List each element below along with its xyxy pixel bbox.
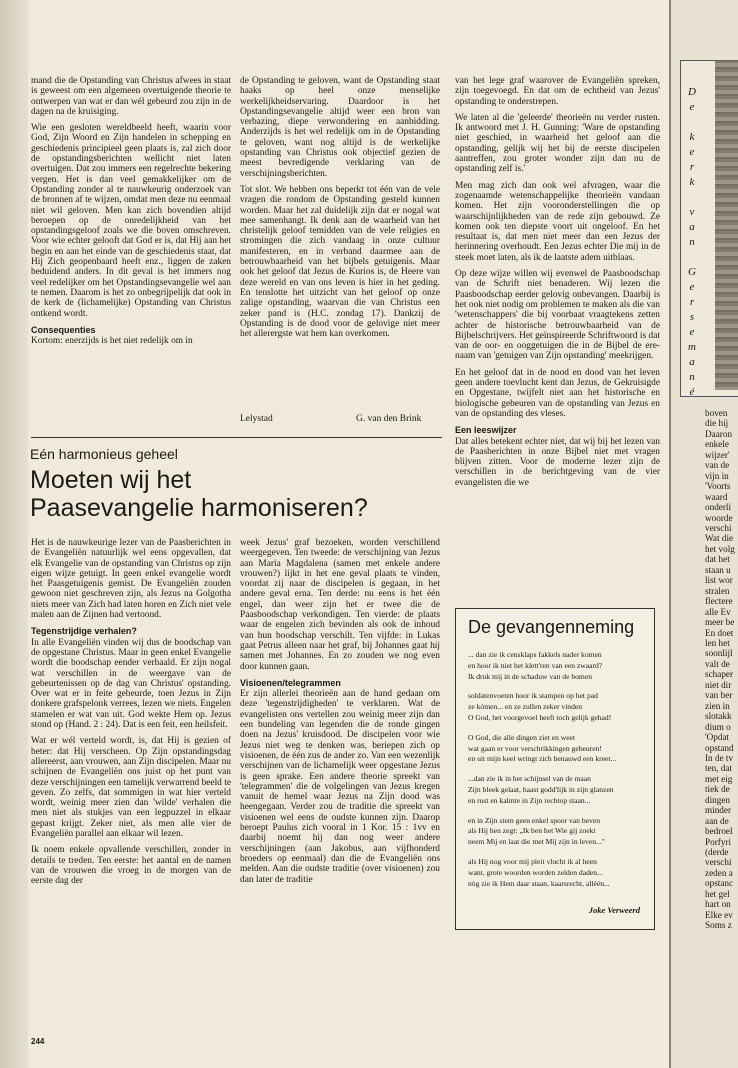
- text-line-fragment: staan u: [705, 564, 731, 575]
- text-line-fragment: len het: [705, 637, 730, 648]
- text-line-fragment: stralen: [705, 585, 730, 596]
- caption-letter: e: [689, 146, 695, 158]
- paragraph: Dat alles betekent echter niet, dat wij bij het lezen van de Paasberichten in onze Bijbel niet met vragen blijven zitten. Voor de moderne lezer zijn de verschillen in de berichtgeving van de vier evangelisten die we: [455, 436, 660, 488]
- text-line-fragment: Elke ev: [705, 909, 733, 920]
- page-number: 244: [31, 1037, 45, 1046]
- caption-letter: a: [689, 356, 695, 368]
- byline-place: Lelystad: [240, 414, 273, 424]
- harmonize-column-2: [240, 538, 440, 1028]
- caption-letter: [682, 250, 702, 265]
- text-line-fragment: het gel: [705, 888, 730, 899]
- text-line-fragment: En doet: [705, 627, 734, 638]
- caption-letter: e: [689, 326, 695, 338]
- text-line-fragment: met eig: [705, 773, 733, 784]
- page-gutter-shadow: [0, 0, 28, 1068]
- paragraph: Op deze wijze willen wij evenwel de Paasboodschap van de Schrift niet benaderen. Wij lezen die Paasboodschap eerder gelovig onbevangen. Daarbij is het ook niet nodig om problemen te maken als die van 'wetenschappers' die bij voorbaat vraagtekens zetten achter de historische betrouwbaarheid van de Bijbelschrijvers. Het geïnspireerde Schriftwoord is dat van de oor- en ooggetuigen die in de Bijbel de ere-naam van 'getuigen van Zijn opstanding' meekrijgen.: [455, 269, 660, 362]
- text-line-fragment: alle Ev: [705, 606, 731, 617]
- caption-letter: r: [689, 161, 695, 173]
- text-line-fragment: woorde: [705, 512, 733, 523]
- caption-letter: k: [689, 131, 695, 143]
- poem-stanza: [468, 774, 642, 806]
- text-line-fragment: boven: [705, 408, 728, 418]
- byline-author: G. van den Brink: [356, 414, 422, 424]
- text-line-fragment: ten, dat: [705, 763, 733, 774]
- caption-letter: [682, 115, 702, 130]
- poem-line: als Hij nog voor mij pleit vlucht ik al heen: [468, 856, 597, 866]
- caption-letter: a: [689, 221, 695, 233]
- paragraph: In alle Evangeliën vinden wij dus de boodschap van de opgestane Christus. Maar in geen enkel Evangelie wordt die boodschap eender verhaald. Er zijn nogal wat verschillen in de weergave van de gebeurtenissen op de dag van Christus' opstanding. Over wat er in feite gebeurde, toen Jezus in Zijn donkere grafspelonk verrees, lezen we niets. Engelen stamelen er wat van uit. God wekte Hem op. Jezus stond op (Hand. 2 : 24). Dat is een feit, een heilsfeit.: [31, 637, 231, 731]
- text-line-fragment: (derde: [705, 847, 729, 858]
- text-line-fragment: Wat die: [705, 533, 734, 544]
- poem-body: [468, 650, 642, 889]
- text-line-fragment: soonlijl: [705, 648, 733, 659]
- poem-line: wat gaan er voor verschrikkingen gebeuren!: [468, 743, 602, 753]
- text-line-fragment: van ber: [705, 690, 733, 701]
- text-line-fragment: slotakk: [705, 711, 732, 722]
- caption-letter: v: [689, 206, 695, 218]
- paragraph: mand die de Opstanding van Christus afwees in staat is geweest om een algemeen overtuigende theorie te ontwerpen van wat er dan wél gebeurd zou zijn in de dagen na de kruisiging.: [31, 76, 231, 117]
- paragraph: Kortom: enerzijds is het niet redelijk om in: [31, 336, 193, 347]
- text-line-fragment: Porfyri: [705, 836, 732, 847]
- text-line-fragment: Soms z: [705, 920, 732, 931]
- paragraph: van het lege graf waarover de Evangeliën spreken, zijn toegevoegd. En dat om de echtheid van Jezus' opstanding te onderstrepen.: [455, 76, 660, 107]
- headline-line-1: Moeten wij het: [30, 466, 192, 494]
- poem-line: nòg zie ik Hem daar staan, kaarsrecht, alléén...: [468, 878, 610, 888]
- poem-stanza: [468, 733, 642, 765]
- text-line-fragment: dingen: [705, 794, 731, 805]
- headline-line-2: Paasevangelie harmoniseren?: [30, 494, 368, 522]
- paragraph: de Opstanding te geloven, want de Opstanding staat haaks op heel onze menselijke werkelijkheidservaring. Daardoor is het Opstandingsevangelie altijd weer een bron van verbazing, diepe verwondering en aanbidding. Anderzijds is het wel redelijk om in de Opstanding te geloven, want nog altijd is de werkelijke opstanding van Christus ook objectief gezien de meest bevredigende verklaring van de verschijningsberichten.: [240, 76, 440, 179]
- poem-line: ... dan zie ik censklaps fakkels nader komen: [468, 650, 602, 659]
- headline: [30, 466, 440, 522]
- caption-letter: e: [689, 281, 695, 293]
- paragraph: Er zijn allerlei theorieën aan de hand gedaan om deze 'tegenstrijdigheden' te verklaren. Wat de evangelisten ons vertellen zou weinig meer zijn dan een bundeling van legenden die de ronde gingen doen na Jezus' kruisdood. De discipelen voor wie Jezus niet weg te denken was, beriepen zich op visioenen, de één zus de ander zo. Van een wezenlijk verschijnen van de lichamelijk weer opgestane Jezus is geen sprake. Een andere theorie spreekt van 'telegrammen' die de volgelingen van Jezus kregen vanuit de hemel waar Jezus na Zijn dood was heengegaan. Verder zou de traditie die spreekt van visioenen wel eens de oudste kunnen zijn. Daarop beroept Paulus zich vooral in 1 Kor. 15 : 1vv en daarbij noemt hij dan nog weer andere verschijningen (aan Jakobus, aan vijfhonderd broeders op eenmaal) dan die de Evangeliën ons melden. Aan die oudste traditie (over visioenen) zou dan later de traditie: [240, 689, 440, 885]
- subheading-visioenen-telegrammen: Visioenen/telegrammen: [240, 677, 341, 688]
- top-article-column-1: [31, 76, 231, 436]
- poem-line: O God, die alle dingen ziet en weet: [468, 732, 576, 742]
- section-divider: [31, 437, 442, 438]
- paragraph: We laten al die 'geleerde' theorieën nu verder rusten. Ik antwoord met J. H. Gunning: 'Ware de opstanding niet geschied, in waarheid het geloof aan die opstanding, gelijk wij het bij de eerste discipelen aantreffen, zou groter wonder zijn dan nu de opstanding zelf is.': [455, 112, 660, 175]
- poem-line: neem Mij en laat die met Mij zijn in leven...": [468, 837, 605, 847]
- harmonize-column-3: [455, 76, 660, 602]
- poem-box: [455, 608, 655, 930]
- paragraph: week Jezus' graf bezoeken, worden verschillend weergegeven. Ten tweede: de verschijning van Jezus aan Maria Magdalena (samen met enkele andere vrouwen?) lijkt in het ene geval plaats te vinden, voordat zij naar de discipelen is gegaan, in het andere geval erna. Ten derde: nu eens is het één engel, dan weer zijn het er twee die de Paasboodschap verkondigen. Ten vierde: de plaats waar de engelen zich bevinden als ook de inhoud van hun boodschap verschilt. Ten vijfde: in Lukas gaat Petrus alleen naar het graf, bij Johannes gaat hij samen met Johannes. En zo zouden we nog even door kunnen gaan.: [240, 538, 440, 672]
- poem-line: ...dan zie ik in het schijnsel van de maan: [468, 774, 591, 784]
- text-line-fragment: 'Opdat: [705, 732, 730, 743]
- text-line-fragment: opstanc: [705, 878, 734, 889]
- caption-letter: e: [689, 101, 695, 113]
- text-line-fragment: niet dir: [705, 679, 732, 690]
- subheading-tegenstrijdige-verhalen: Tegenstrijdige verhalen?: [31, 626, 137, 637]
- poem-stanza: [468, 816, 642, 848]
- caption-letter: n: [689, 236, 695, 248]
- poem-line: want, grote woorden worden zelden daden...: [468, 867, 603, 877]
- poem-line: Zijn bleek gelaat, haast godd'lijk in zijn glanzen: [468, 784, 614, 794]
- text-line-fragment: zien in: [705, 700, 730, 711]
- text-line-fragment: waard: [705, 491, 728, 502]
- poem-line: Ik druk mij in de schaduw van de bomen: [468, 671, 593, 681]
- poem-author: Joke Verweerd: [588, 905, 640, 915]
- text-line-fragment: enkele: [705, 439, 729, 450]
- text-line-fragment: list wor: [705, 575, 733, 586]
- harmonize-column-1: [31, 538, 231, 1028]
- poem-title: De gevangenneming: [468, 617, 635, 637]
- text-line-fragment: hart on: [705, 899, 731, 910]
- caption-letter: r: [689, 296, 695, 308]
- text-line-fragment: vijn in: [705, 470, 729, 481]
- text-line-fragment: schaper: [705, 669, 734, 680]
- poem-line: en hoor ik niet het klett'ren van een zwaard?: [468, 660, 603, 670]
- text-line-fragment: onderli: [705, 502, 732, 513]
- text-line-fragment: aan de: [705, 815, 729, 826]
- caption-letter: k: [689, 176, 695, 188]
- caption-letter: G: [688, 266, 696, 278]
- caption-letter: [682, 190, 702, 205]
- text-line-fragment: wijzer': [705, 449, 730, 460]
- text-line-fragment: In de tv: [705, 752, 734, 763]
- text-line-fragment: flectere: [705, 596, 733, 607]
- text-line-fragment: opstand: [705, 742, 734, 753]
- text-line-fragment: dat het: [705, 554, 730, 565]
- paragraph: Tot slot. We hebben ons beperkt tot één van de vele vragen die rondom de Opstanding gesteld kunnen worden. Maar het zal duidelijk zijn dat er nogal wat mee samenhangt. Ik denk aan de waarheid van het christelijk geloof temidden van de vele religies en stromingen die zich vandaag in onze cultuur manifesteren, en in verband daarmee aan de betrouwbaarheid van het bijbels getuigenis. Maar ook het geloof dat Jezus de Kurios is, de Heere van deze wereld en van ons leven is hier in het geding. En tenslotte het uitzicht van het geloof op onze zalige opstanding, waarvan die van Christus een zeker pand is (H.C. zondag 17). Dankzij de Opstanding is de dood voor de gelovige niet meer het allerergste wat hem kan overkomen.: [240, 184, 440, 340]
- text-line-fragment: het volg: [705, 543, 735, 554]
- poem-line: O God, het voorgevoel heeft toch gelijk gehad!: [468, 712, 612, 722]
- poem-stanza: [468, 650, 642, 682]
- intro-paragraph: Het is de nauwkeurige lezer van de Paasberichten in de Evangeliën natuurlijk wel eens opgevallen, dat elk Evangelie van de opstanding van Christus op zijn eigen wijze getuigt. In geen enkel evangelie wordt het Paasgetuigenis gemist. De Evangeliën zouden gewoon niet geschreven zijn, als Jezus na Golgotha niets meer van Zich had laten horen en Zich niet vele malen aan de Zijnen had vertoond.: [31, 538, 231, 621]
- caption-letter: s: [689, 311, 695, 323]
- text-line-fragment: meer be: [705, 617, 735, 628]
- paragraph: En het geloof dat in de nood en dood van het leven geen andere toevlucht kent dan Jezus, de Gekruisigde en Opgestane, twijfelt niet aan het historische en biologische gebeuren van de opstanding van Jezus en van de opstanding des vleses.: [455, 367, 660, 419]
- subheading-consequenties: Consequenties: [31, 324, 96, 335]
- text-line-fragment: 'Voorts: [705, 481, 731, 492]
- kicker: Eén harmonieus geheel: [30, 446, 178, 462]
- poem-line: en in Zijn stem geen enkel spoor van beven: [468, 815, 601, 825]
- photo-caption-vertical: [682, 85, 702, 400]
- text-line-fragment: tiek de: [705, 784, 730, 795]
- poem-line: en rust en kalmte in Zijn rechtop staan...: [468, 795, 591, 805]
- top-article-column-2: [240, 76, 440, 411]
- subheading-een-leeswijzer: Een leeswijzer: [455, 425, 517, 436]
- paragraph: Wat er wél verteld wordt, is, dat Hij is gezien of beter: dat Hij verscheen. Op Zijn opstandingsdag allereerst, aan vrouwen, aan Zijn discipelen. Maar nu schijnen de Evangeliën ons juist op het punt van deze verschijningen een tamelijk verwarrend beeld te geven. Zo zelfs, dat sommigen in wat hier verteld wordt, weinig meer zien dan 'wilde' verhalen die men niet als stukjes van een legpuzzel in elkaar gepast krijgt. Zeker niet, als men alle vier de Evangeliën parallel aan elkaar wil lezen.: [31, 736, 231, 840]
- poem-line: en uit mijn keel wringt zich benauwd een kreet...: [468, 754, 617, 764]
- caption-letter: n: [689, 371, 695, 383]
- text-line-fragment: zeden a: [705, 867, 733, 878]
- text-line-fragment: bedroel: [705, 826, 733, 837]
- paragraph: Wie een gesloten wereldbeeld heeft, waarin voor God, Zijn Woord en Zijn handelen in schepping en geschiedenis principieel geen plaats is, zal zich door de opstandingsberichten wellicht niet laten overtuigen. Dat zou immers een regelrechte bekering vergen. Het is dan veel gemakkelijker om de Opstanding zonder al te nauwkeurig onderzoek van de bronnen af te wijzen, omdat men deze nu eenmaal niet wil geloven. Men kan zich bovendien altijd beroepen op de onredelijkheid van het opstandingsgeloof zoals we die boven omschreven. Voor wie echter gelooft dat God er is, dat Hij aan het begin en aan het einde van de geschiedenis staat, dat Hij Zich geopenbaard heeft enz., liggen de zaken beduidend anders. In dit geval is het immers nog veel redelijker om het Opstandingsevangelie wel aan te nemen. Daarom is het zo onbegrijpelijk dat ook in de kerk de (lichamelijke) Opstanding van Christus ontkend wordt.: [31, 123, 231, 319]
- text-line-fragment: verschi: [705, 857, 732, 868]
- text-line-fragment: valt de: [705, 658, 730, 669]
- caption-letter: D: [688, 86, 696, 98]
- text-line-fragment: dium o: [705, 721, 731, 732]
- caption-letter: m: [688, 341, 696, 353]
- text-line-fragment: Daaron: [705, 428, 733, 439]
- text-line-fragment: verschi: [705, 522, 732, 533]
- poem-stanza: [468, 857, 642, 889]
- poem-line: ze kómen... en ze zullen zeker vinden: [468, 702, 583, 712]
- text-line-fragment: van de: [705, 460, 730, 471]
- church-photo: [715, 60, 738, 390]
- paragraph: Ik noem enkele opvallende verschillen, zonder in details te treden. Ten eerste: het aantal en de namen van de vrouwen die vroeg in de morgen van de eerste dag der: [31, 845, 231, 887]
- adjacent-page-text: [705, 408, 738, 931]
- poem-line: soldatenvoeten hoor ik stampen op het pad: [468, 691, 598, 701]
- paragraph: Men mag zich dan ook wel afvragen, waar die zogenaamde wetenschappelijke theorieën vandaan komen. Het zijn vooronderstellingen die op waarschijnlijkheden van de rede zijn gebouwd. Ze komen ook ten diepste voort uit ongeloof. En het resultaat is, dat men niet meer dan een Jezus der herinnering overhoudt. Een Jezus echter Die mij in de steek moet laten, als ik de laatste adem uitblaas.: [455, 180, 660, 263]
- poem-line: als Hij hen zegt: „Ik ben het Wie gij zoekt: [468, 826, 596, 836]
- poem-stanza: [468, 691, 642, 723]
- text-line-fragment: die hij: [705, 418, 729, 429]
- caption-letter: é: [689, 386, 695, 398]
- text-line-fragment: minder: [705, 805, 732, 816]
